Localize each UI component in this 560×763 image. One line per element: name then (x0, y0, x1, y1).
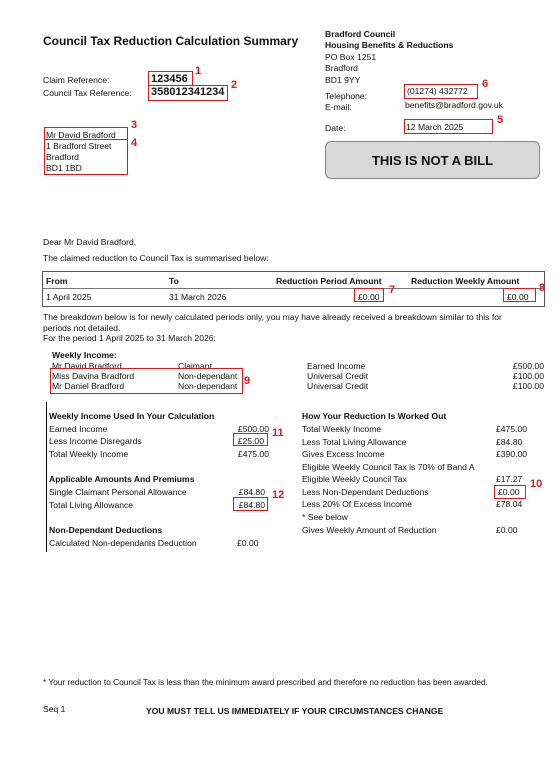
worked-row-value: £78.04 (496, 499, 523, 509)
marker-4: 4 (131, 137, 138, 149)
worked-row-label: Eligible Weekly Council Tax (302, 474, 407, 484)
calc-row-label: Total Weekly Income (49, 449, 129, 459)
summary-cell-weekly-amount: £0.00 (507, 292, 529, 302)
telephone-label: Telephone: (325, 91, 368, 101)
calc-row-value: £25.00 (237, 436, 264, 446)
email-value[interactable]: benefits@bradford.gov.uk (405, 100, 503, 110)
used-in-calc-heading: Weekly Income Used In Your Calculation (49, 411, 215, 421)
marker-8: 8 (539, 282, 546, 294)
not-a-bill-banner: THIS IS NOT A BILL (325, 141, 540, 179)
worked-row-value: £17.27 (496, 474, 523, 484)
marker-5: 5 (497, 114, 504, 126)
worked-row-label: Less Non-Dependant Deductions (302, 487, 429, 497)
person-role: Non-dependant (178, 371, 238, 381)
worked-out-heading: How Your Reduction Is Worked Out (302, 411, 447, 421)
worked-row-label: Gives Weekly Amount of Reduction (302, 525, 437, 535)
marker-9: 9 (244, 375, 251, 387)
worked-row-value: £84.80 (496, 437, 523, 447)
council-department: Housing Benefits & Reductions (325, 40, 454, 50)
address-line: Bradford (46, 152, 79, 162)
ct-ref-value: 358012341234 (151, 86, 225, 98)
address-line: Mr David Bradford (46, 130, 116, 140)
ct-ref-label: Council Tax Reference: (43, 88, 132, 98)
person-name: Miss Davina Bradford (52, 371, 135, 381)
marker-3: 3 (131, 119, 138, 131)
weekly-income-heading: Weekly Income: (52, 350, 117, 360)
person-role: Claimant (178, 361, 212, 371)
council-postcode: BD1 9YY (325, 75, 361, 85)
marker-2: 2 (231, 79, 238, 91)
worked-row-value: £0.00 (498, 487, 520, 497)
calc-row-value: £500.00 (237, 424, 269, 434)
calc-row-label: Less Income Disregards (49, 436, 142, 446)
worked-row-value: £475.00 (496, 424, 528, 434)
page-title: Council Tax Reduction Calculation Summary (43, 34, 299, 48)
applicable-heading: Applicable Amounts And Premiums (49, 474, 195, 484)
highlight-period-amount (354, 288, 384, 302)
person-role: Non-dependant (178, 381, 238, 391)
claim-ref-value: 123456 (151, 73, 188, 85)
date-value: 12 March 2025 (406, 122, 464, 132)
calc-row-label: Earned Income (49, 424, 108, 434)
marker-6: 6 (482, 78, 489, 90)
email-label: E-mail: (325, 102, 352, 112)
applicable-row-label: Total Living Allowance (49, 500, 134, 510)
income-item-value: £500.00 (512, 361, 544, 371)
summary-cell-to: 31 March 2026 (169, 292, 227, 302)
summary-header-to: To (169, 276, 179, 286)
address-line: 1 Bradford Street (46, 141, 112, 151)
marker-10: 10 (530, 478, 543, 490)
highlight-address (44, 139, 128, 175)
non-dep-heading: Non-Dependant Deductions (49, 525, 163, 535)
non-dep-row-value: £0.00 (237, 538, 259, 548)
section-divider (46, 402, 47, 552)
council-po-box: PO Box 1251 (325, 52, 377, 62)
footnote: * Your reduction to Council Tax is less than the minimum award prescribed and therefore no reduction has been awarded. (43, 677, 488, 687)
breakdown-note: The breakdown below is for newly calculated periods only, you may have already received a breakdown similar to this for (43, 312, 502, 322)
highlight-income-disregards (233, 433, 268, 446)
highlight-living-allowance (233, 497, 268, 511)
worked-row-value: £390.00 (496, 449, 528, 459)
highlight-claim-ref (148, 71, 193, 86)
council-city: Bradford (325, 63, 358, 73)
highlight-telephone (404, 84, 478, 99)
telephone-value: (01274) 432772 (407, 86, 468, 96)
intro-text: The claimed reduction to Council Tax is summarised below: (43, 253, 269, 263)
address-line: BD1 1BD (46, 163, 82, 173)
worked-row-label: Gives Excess Income (302, 449, 385, 459)
worked-row-value: £0.00 (496, 525, 518, 535)
marker-11: 11 (272, 427, 284, 439)
highlight-date (404, 119, 493, 134)
breakdown-note: periods not detailed. (43, 323, 121, 333)
marker-12: 12 (272, 489, 285, 501)
worked-row-label: Total Weekly Income (302, 424, 382, 434)
claim-ref-label: Claim Reference: (43, 75, 110, 85)
summary-header-from: From (46, 276, 68, 286)
non-dep-row-label: Calculated Non-dependants Deduction (49, 538, 197, 548)
highlight-non-dependants (50, 368, 243, 394)
must-tell-notice: YOU MUST TELL US IMMEDIATELY IF YOUR CIRCUMSTANCES CHANGE (146, 706, 444, 716)
seq-number: Seq 1 (43, 704, 66, 714)
income-item-value: £100.00 (512, 381, 544, 391)
income-item-label: Universal Credit (307, 381, 369, 391)
highlight-weekly-amount (503, 288, 536, 302)
council-name: Bradford Council (325, 29, 396, 39)
worked-row-label: Less 20% Of Excess Income (302, 499, 412, 509)
person-name: Mr Daniel Bradford (52, 381, 125, 391)
period-line: For the period 1 April 2025 to 31 March 2026: (43, 333, 216, 343)
income-item-label: Earned Income (307, 361, 366, 371)
summary-cell-from: 1 April 2025 (46, 292, 92, 302)
highlight-non-dep-deductions (494, 485, 526, 499)
income-item-value: £100.00 (512, 371, 544, 381)
applicable-row-value: £84.80 (238, 487, 265, 497)
applicable-row-value: £84.80 (238, 500, 265, 510)
income-item-label: Universal Credit (307, 371, 369, 381)
highlight-ct-ref (148, 85, 228, 101)
summary-header-period-amount: Reduction Period Amount (276, 276, 382, 286)
summary-cell-period-amount: £0.00 (358, 292, 380, 302)
person-name: Mr David Bradford (52, 361, 122, 371)
date-label: Date: (325, 123, 346, 133)
worked-row-label: * See below (302, 512, 348, 522)
greeting: Dear Mr David Bradford, (43, 237, 137, 247)
worked-row-label: Less Total Living Allowance (302, 437, 407, 447)
marker-7: 7 (389, 284, 396, 296)
calc-row-value: £475.00 (237, 449, 269, 459)
summary-table (42, 271, 545, 307)
marker-1: 1 (195, 65, 202, 77)
worked-row-label: Eligible Weekly Council Tax is 70% of Band A (302, 462, 475, 472)
summary-header-weekly-amount: Reduction Weekly Amount (411, 276, 520, 286)
applicable-row-label: Single Claimant Personal Allowance (49, 487, 187, 497)
